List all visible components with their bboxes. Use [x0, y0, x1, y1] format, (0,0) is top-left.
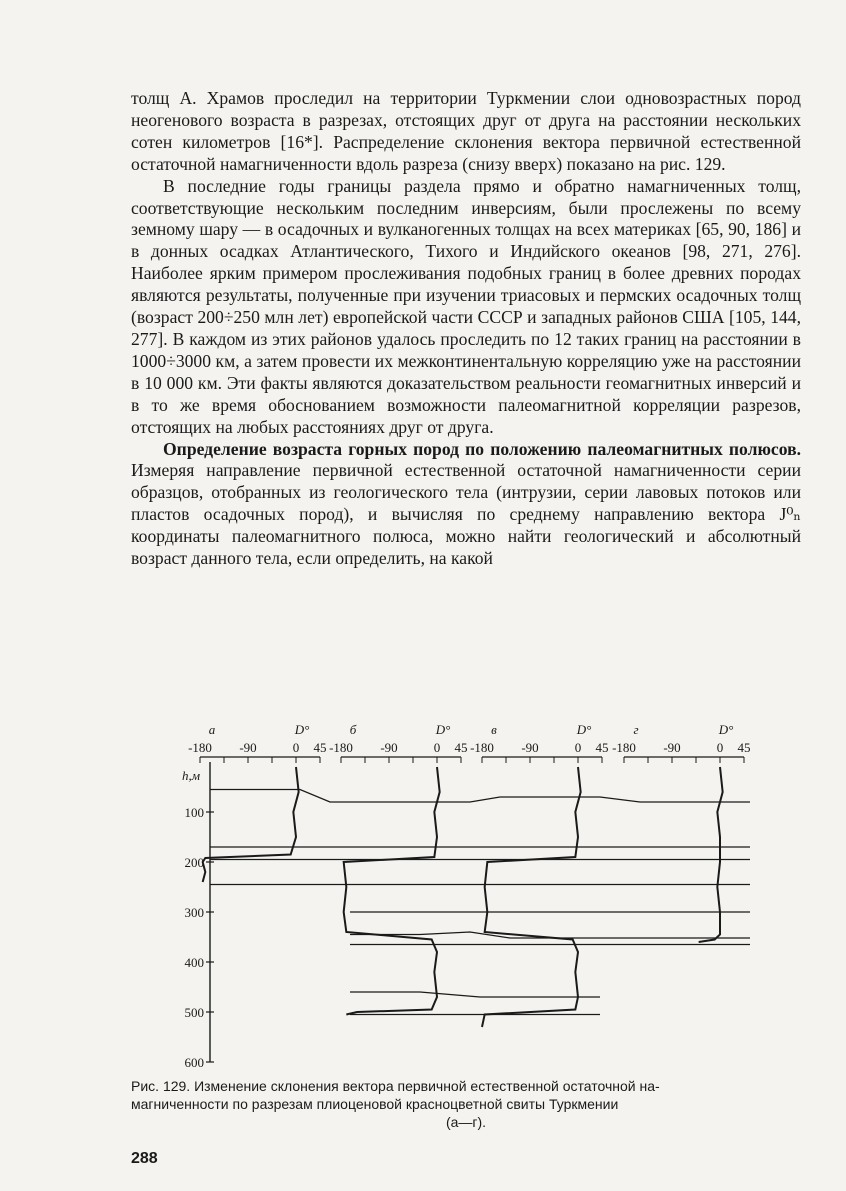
- caption-line-2: магниченности по разрезам плиоценовой красноцветной свиты Туркмении: [131, 1096, 619, 1112]
- panel-tick-label: 45: [454, 740, 468, 755]
- figure-129: [180, 716, 780, 1076]
- y-tick-label: 200: [184, 855, 204, 870]
- panel-label: г: [633, 722, 639, 737]
- paragraph-3-heading: Определение возраста горных пород по положению палеомагнитных полюсов.: [163, 438, 801, 459]
- caption-line-3: (а—г).: [445, 1114, 487, 1130]
- panel-axis-title: D°: [718, 722, 734, 737]
- panel-axis-title: D°: [576, 722, 592, 737]
- y-tick-label: 100: [184, 805, 204, 820]
- declination-chart: [180, 716, 780, 1076]
- panel-label: в: [491, 722, 497, 737]
- paragraph-1: [131, 88, 801, 176]
- y-tick-label: 500: [184, 1005, 204, 1020]
- panel-axis-title: D°: [435, 722, 451, 737]
- paragraph-2-text: В последние годы границы раздела прямо и обратно намагниченных толщ, соответствующие нескольким последним инверсиям, были прослежены по всему земному шару — в осадочных и вулканогенных толщах на всех материках [65, 90, 186] и в донных осадках Атлантического, Тихого и Индийского океанов [98, 271, 276]. Наиболее ярким примером прослеживания подобных границ в более древних породах являются результаты, полученные при изучении триасовых и пермских осадочных толщ (возраст 200÷250 млн лет) европейской части СССР и западных районов США [105, 144, 277]. В каждом из этих районов удалось проследить по 12 таких границ на расстоянии в 1000÷3000 км, а затем провести их межконтинентальную корреляцию уже на расстоянии в 10 000 км. Эти факты являются доказательством реальности геомагнитных инверсий и в то же время обоснованием возможности палеомагнитной корреляции разрезов, отстоящих на любых расстояниях друг от друга.: [131, 175, 801, 437]
- panel-tick-label: -90: [521, 740, 539, 755]
- layer-boundary: [210, 790, 750, 803]
- panel-label: б: [349, 722, 357, 737]
- panel-axis-title: D°: [294, 722, 310, 737]
- panel-tick-label: -90: [239, 740, 257, 755]
- declination-curve: [344, 767, 440, 1015]
- panel-tick-label: 0: [292, 740, 300, 755]
- panel-tick-label: 45: [595, 740, 609, 755]
- panel-tick-label: -90: [380, 740, 398, 755]
- paragraph-2: [131, 176, 801, 439]
- panel-tick-label: -90: [663, 740, 681, 755]
- declination-curve: [203, 767, 299, 882]
- panel-tick-label: -180: [470, 740, 494, 755]
- body-text: [131, 88, 801, 570]
- y-tick-label: 400: [184, 955, 204, 970]
- panel-tick-label: 0: [716, 740, 724, 755]
- declination-curve: [699, 767, 723, 942]
- y-tick-label: 600: [184, 1055, 204, 1070]
- panel-tick-label: -180: [612, 740, 636, 755]
- page-number: 288: [131, 1150, 158, 1167]
- paragraph-3: [131, 439, 801, 570]
- panel-label: а: [208, 722, 216, 737]
- y-tick-label: 300: [184, 905, 204, 920]
- panel-tick-label: 45: [737, 740, 751, 755]
- paragraph-3-text: Измеряя направление первичной естественной остаточной намагниченности серии образцов, отобранных из геологического тела (интрузии, серии лавовых потоков или пластов осадочных пород), и вычисляя по среднему направлению вектора J⁰ₙ координаты палеомагнитного полюса, можно найти геологический и абсолютный возраст данного тела, если определить, на какой: [131, 460, 801, 569]
- declination-curve: [482, 767, 581, 1027]
- panel-tick-label: 0: [574, 740, 582, 755]
- layer-boundary: [350, 992, 600, 997]
- caption-line-1: Рис. 129. Изменение склонения вектора первичной естественной остаточной на-: [131, 1078, 660, 1094]
- paragraph-1-text: толщ А. Храмов проследил на территории Туркмении слои одновозрастных пород неогенового возраста в разрезах, отстоящих друг от друга на расстоянии нескольких сотен километров [16*]. Распределение склонения вектора первичной естественной остаточной намагниченности вдоль разреза (снизу вверх) показано на рис. 129.: [131, 88, 801, 174]
- panel-tick-label: 45: [313, 740, 327, 755]
- panel-tick-label: 0: [433, 740, 441, 755]
- figure-caption: [131, 1077, 801, 1131]
- y-axis-label: h,м: [182, 768, 201, 783]
- panel-tick-label: -180: [188, 740, 212, 755]
- panel-tick-label: -180: [329, 740, 353, 755]
